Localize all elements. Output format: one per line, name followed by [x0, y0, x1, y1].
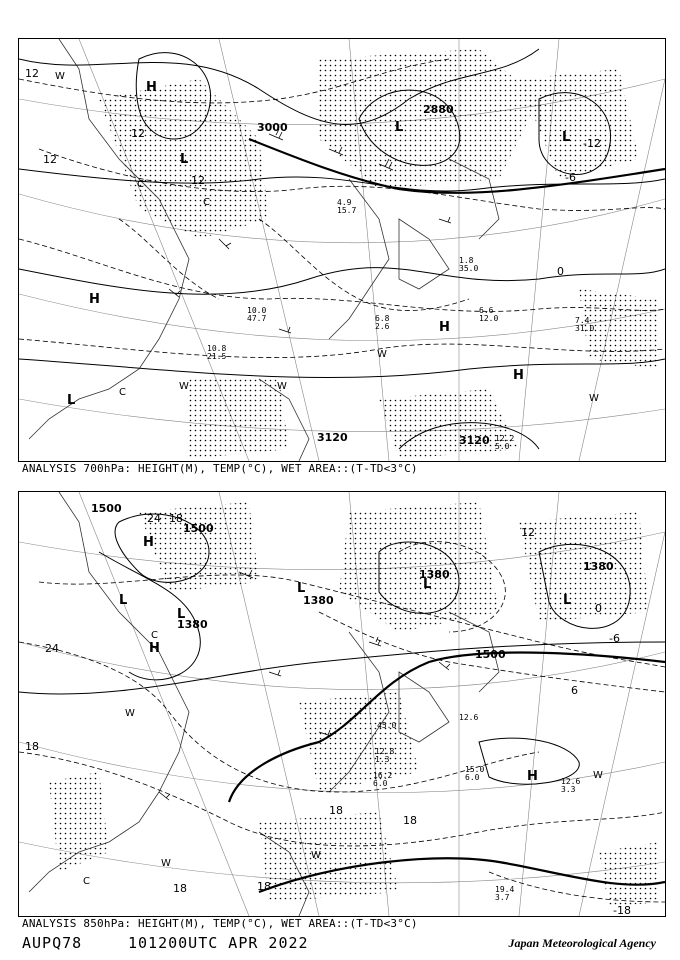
height-label: 1380	[177, 618, 208, 631]
panel-caption-700hpa: ANALYSIS 700hPa: HEIGHT(M), TEMP(°C), WET AREA::(T-TD<3°C)	[22, 462, 418, 475]
warm-marker: W	[377, 349, 387, 360]
low-pressure-marker: L	[119, 593, 128, 608]
map-850hpa-svg	[19, 492, 665, 916]
station-value: 1.8	[459, 256, 474, 265]
temp-label: 24	[147, 512, 161, 525]
station-value: 45.0	[377, 721, 397, 730]
map-panel-700hpa	[18, 38, 666, 462]
temp-label: 0	[595, 602, 602, 615]
station-value: 6.8	[375, 314, 390, 323]
station-value: 6.0	[373, 779, 388, 788]
height-label: 1500	[183, 522, 214, 535]
station-value: 15.0	[465, 765, 485, 774]
high-pressure-marker: H	[439, 320, 450, 335]
height-label: 1500	[91, 502, 122, 515]
station-value: 2.6	[375, 322, 390, 331]
station-value: 12.6	[561, 777, 581, 786]
station-value: 3.3	[561, 785, 576, 794]
low-pressure-marker: L	[297, 581, 306, 596]
station-value: 1.3	[375, 755, 390, 764]
station-value: 6.0	[465, 773, 480, 782]
low-pressure-marker: L	[562, 130, 571, 145]
height-label: 1500	[475, 648, 506, 661]
high-pressure-marker: H	[527, 769, 538, 784]
low-pressure-marker: L	[67, 393, 76, 408]
wet-areas	[99, 49, 659, 459]
low-pressure-marker: L	[395, 120, 404, 135]
station-value: 5.0	[495, 442, 510, 451]
temp-label: 18	[169, 512, 183, 525]
warm-marker: W	[55, 71, 65, 82]
high-pressure-marker: H	[89, 292, 100, 307]
temp-label: 18	[403, 814, 417, 827]
station-value: 12.8	[375, 747, 395, 756]
warm-marker: W	[179, 381, 189, 392]
high-pressure-marker: H	[513, 368, 524, 383]
height-label: 2880	[423, 103, 454, 116]
temp-label: 24	[45, 642, 59, 655]
high-pressure-marker: H	[149, 641, 160, 656]
wet-areas	[49, 502, 659, 907]
temp-label: 12	[131, 127, 145, 140]
temp-label: 12	[521, 526, 535, 539]
station-value: 19.4	[495, 885, 515, 894]
temp-label: -18	[613, 904, 631, 916]
warm-marker: W	[125, 708, 135, 719]
temp-label: 18	[173, 882, 187, 895]
station-value: 15.7	[337, 206, 357, 215]
height-label: 3120	[317, 431, 348, 444]
temp-label: -6	[609, 632, 620, 645]
warm-marker: W	[277, 381, 287, 392]
agency-credit: Japan Meteorological Agency	[508, 936, 656, 950]
station-value: 3.7	[495, 893, 510, 902]
cold-marker: C	[119, 387, 126, 398]
temp-label: 12	[43, 153, 57, 166]
station-value: 10.8	[207, 344, 227, 353]
station-value: 4.9	[337, 198, 352, 207]
low-pressure-marker: L	[180, 152, 189, 167]
station-value: 47.7	[247, 314, 267, 323]
height-label: 3000	[257, 121, 288, 134]
station-value: 21.5	[207, 352, 227, 361]
map-panel-850hpa	[18, 491, 666, 917]
station-value: 12.2	[495, 434, 515, 443]
low-pressure-marker: L	[177, 607, 186, 622]
chart-identifier: AUPQ78	[22, 934, 83, 952]
valid-time: 101200UTC APR 2022	[128, 934, 309, 952]
temp-label: 12	[25, 67, 39, 80]
panel-caption-850hpa: ANALYSIS 850hPa: HEIGHT(M), TEMP(°C), WET AREA::(T-TD<3°C)	[22, 917, 418, 930]
height-label: 1380	[583, 560, 614, 573]
warm-marker: W	[161, 858, 171, 869]
low-pressure-marker: L	[563, 593, 572, 608]
height-label: 1380	[419, 568, 450, 581]
warm-marker: W	[593, 770, 603, 781]
station-value: 35.0	[459, 264, 479, 273]
temp-label: 18	[329, 804, 343, 817]
map-700hpa-svg	[19, 39, 665, 461]
temp-label: 18	[257, 880, 271, 893]
temp-label: 0	[557, 265, 564, 278]
height-label: 1380	[303, 594, 334, 607]
low-pressure-marker: L	[423, 577, 432, 592]
temp-label: -6	[565, 171, 576, 184]
temp-label: 6	[571, 684, 578, 697]
warm-marker: W	[311, 850, 321, 861]
station-value: 10.0	[247, 306, 267, 315]
cold-marker: C	[83, 876, 90, 887]
station-value: 7.4	[575, 316, 590, 325]
station-value: 16.2	[373, 771, 393, 780]
station-value: 12.0	[479, 314, 499, 323]
warm-marker: W	[589, 393, 599, 404]
cold-marker: C	[137, 179, 144, 190]
cold-marker: C	[151, 630, 158, 641]
station-value: 6.6	[479, 306, 494, 315]
temp-label: 12	[191, 174, 205, 187]
station-value: 12.6	[459, 713, 479, 722]
temp-label: -12	[583, 137, 601, 150]
station-value: 31.0	[575, 324, 595, 333]
temp-label: 18	[25, 740, 39, 753]
high-pressure-marker: H	[143, 535, 154, 550]
height-label: 3120	[459, 434, 490, 447]
high-pressure-marker: H	[146, 80, 157, 95]
cold-marker: C	[203, 197, 210, 208]
